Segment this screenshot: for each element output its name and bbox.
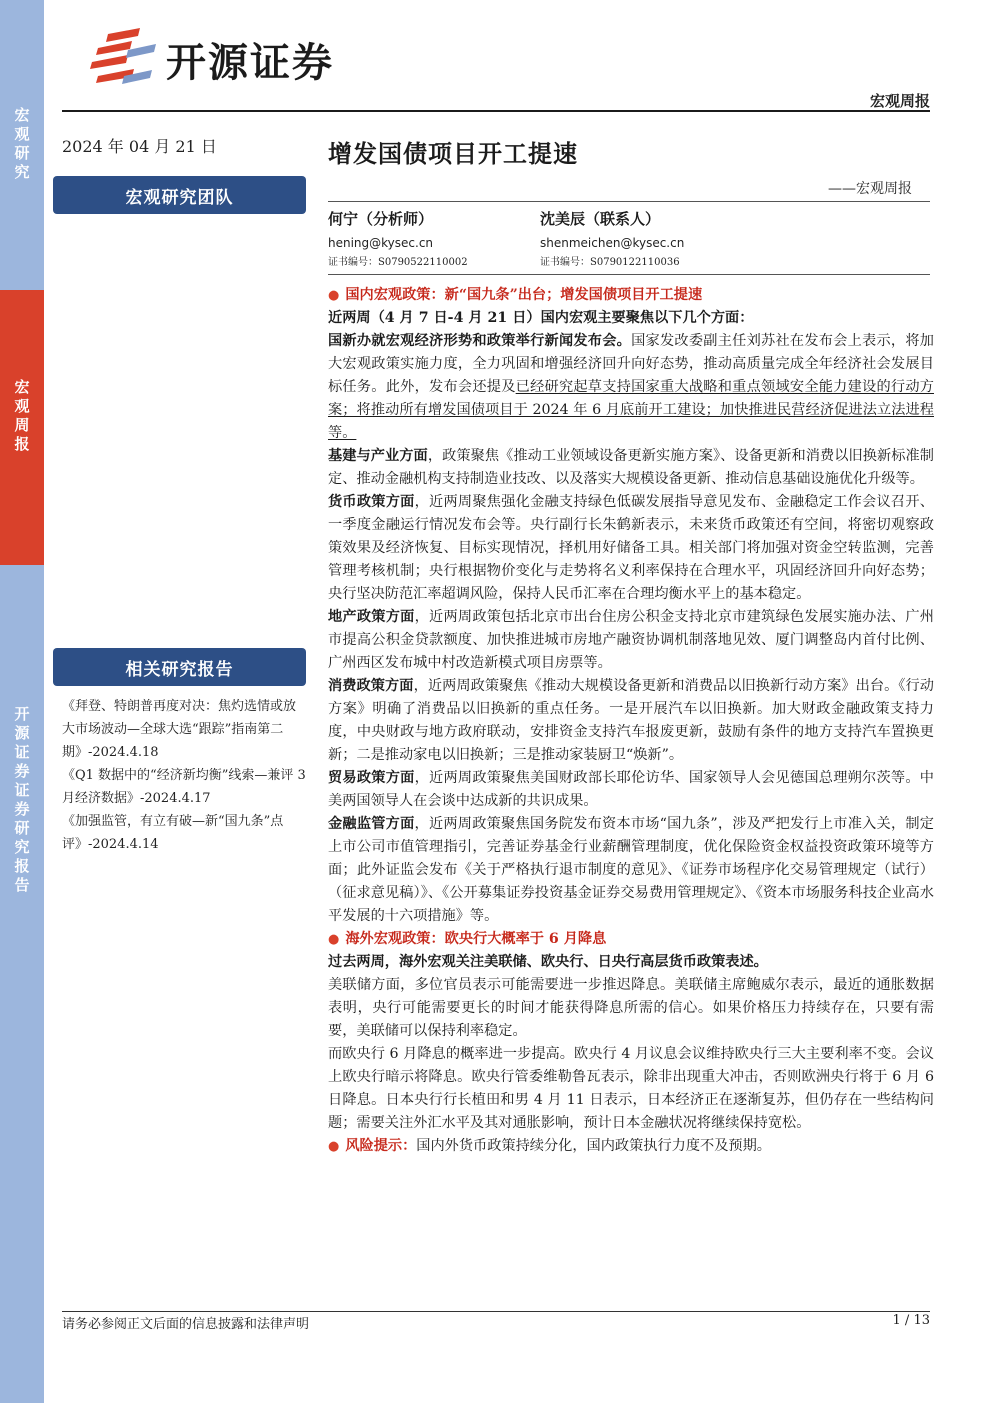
analyst-name: 沈美辰（联系人） [540,210,661,228]
paragraph: 金融监管方面，近两周政策聚焦国务院发布资本市场“国九条”，涉及严把发行上市准入关，制定上市公司市值管理指引，完善证券基金行业薪酬管理制度，优化保险资金权益投资政策环境等方面；此外证监会发布《关于严格执行退市制度的意见》、《证券市场程序化交易管理规定（试行）（征求意见稿）》、《公开募集证券投资基金证券交易费用管理规定》、《资本市场服务科技企业高水平发展的十六项措施》等。 [328,816,934,924]
paragraph: 货币政策方面，近两周聚焦强化金融支持绿色低碳发展指导意见发布、金融稳定工作会议召开、一季度金融运行情况发布会等。央行副行长朱鹤新表示，未来货币政策还有空间，将密切观察政策效果及经济恢复、目标实现情况，择机用好储备工具。相关部门将加强对资金空转监测，完善管理考核机制；央行根据物价变化与走势将名义利率保持在合理水平，巩固经济回升向好态势；央行坚决防范汇率超调风险，保持人民币汇率在合理均衡水平上的基本稳定。 [328,494,934,602]
footer-divider [62,1311,930,1312]
related-reports-list [62,695,308,856]
related-reports-title: 相关研究报告 [53,648,306,686]
report-subtitle: ——宏观周报 [828,181,912,197]
analyst-cert: 证书编号：S0790122110036 [540,257,680,268]
paragraph: 美联储方面，多位官员表示可能需要进一步推迟降息。美联储主席鲍威尔表示，最近的通胀数据表明，央行可能需要更长的时间才能获得降息所需的信心。如果价格压力持续存在，只要有需要，美联储可以保持利率稳定。 [328,977,934,1039]
section-heading-overseas: ● 海外宏观政策：欧央行大概率于 6 月降息 [328,928,934,951]
related-report-item[interactable]: 《Q1 数据中的“经济新均衡”线索—兼评 3 月经济数据》-2024.4.17 [62,768,306,806]
section-lead: 过去两周，海外宏观关注美联储、欧央行、日央行高层货币政策表述。 [328,954,768,970]
analyst-divider [328,274,930,275]
analyst-email[interactable]: shenmeichen@kysec.cn [540,236,685,250]
analyst-email[interactable]: hening@kysec.cn [328,236,434,250]
header-divider [62,110,930,112]
report-body [328,284,934,1158]
logo-mark-icon [88,28,158,90]
paragraph: 基建与产业方面，政策聚焦《推动工业领域设备更新实施方案》、设备更新和消费以旧换新标准制定、推动金融机构支持制造业技改、以及落实大规模设备更新、推动信息基础设施优化升级等。 [328,448,934,487]
paragraph: 地产政策方面，近两周政策包括北京市出台住房公积金支持北京市建筑绿色发展实施办法、广州市提高公积金贷款额度、加快推进城市房地产融资协调机制落地见效、厦门调整岛内首付比例、广州西区发布城中村改造新模式项目房票等。 [328,609,934,671]
side-strip [0,0,44,1403]
paragraph: 消费政策方面，近两周政策聚焦《推动大规模设备更新和消费品以旧换新行动方案》出台。《行动方案》明确了消费品以旧换新的重点任务。一是开展汽车以旧换新。加大财政金融政策支持力度，中央财政与地方政府联动，安排资金支持汽车报废更新，鼓励有条件的地方支持汽车置换更新；二是推动家电以旧换新；三是推动家装厨卫“焕新”。 [328,678,934,763]
side-label-macro-weekly: 宏观周报 [0,290,44,565]
report-title: 增发国债项目开工提速 [328,139,578,168]
bullet-icon: ● [328,1139,340,1154]
side-label-macro-research: 宏观研究 [0,0,44,290]
team-title: 宏观研究团队 [53,176,306,214]
section-heading-domestic: ● 国内宏观政策：新“国九条”出台；增发国债项目开工提速 [328,284,934,307]
page-number: 1 / 13 [892,1313,930,1328]
analyst-name: 何宁（分析师） [328,210,434,228]
related-report-item[interactable]: 《拜登、特朗普再度对决：焦灼选情或放大市场波动—全球大选“跟踪”指南第二期》-2024.4.18 [62,699,297,760]
risk-warning: ● 风险提示： 国内外货币政策持续分化，国内政策执行力度不及预期。 [328,1135,934,1158]
paragraph: 而欧央行 6 月降息的概率进一步提高。欧央行 4 月议息会议维持欧央行三大主要利率不变。会议上欧央行暗示将降息。欧央行管委维勒鲁瓦表示，除非出现重大冲击，否则欧洲央行将于 6 月 6 日降息。日本央行行长植田和男 4 月 11 日表示，日本经济正在逐渐复苏，但仍存在一些结构问题；需要关注外汇水平及其对通胀影响，预计日本金融状况将继续保持宽松。 [328,1046,934,1131]
analyst-card [328,207,538,272]
bullet-icon: ● [328,288,340,303]
analyst-card [540,207,750,272]
logo-text: 开源证券 [166,39,334,86]
paragraph: 国新办就宏观经济形势和政策举行新闻发布会。国家发改委副主任刘苏社在发布会上表示，将加大宏观政策实施力度，全力巩固和增强经济回升向好态势，推动高质量完成全年经济社会发展目标任务。此外，发布会还提及已经研究起草支持国家重大战略和重点领域安全能力建设的行动方案；将推动所有增发国债项目于 2024 年 6 月底前开工建设；加快推进民营经济促进法立法进程等。 [328,333,934,441]
title-divider [328,201,930,202]
paragraph: 贸易政策方面，近两周政策聚焦美国财政部长耶伦访华、国家领导人会见德国总理朔尔茨等。中美两国领导人在会谈中达成新的共识成果。 [328,770,934,809]
report-date: 2024 年 04 月 21 日 [62,137,217,156]
bullet-icon: ● [328,932,340,947]
section-lead: 近两周（4 月 7 日-4 月 21 日）国内宏观主要聚焦以下几个方面： [328,310,754,326]
analyst-cert: 证书编号：S0790522110002 [328,257,468,268]
footer-disclaimer: 请务必参阅正文后面的信息披露和法律声明 [62,1317,310,1332]
related-report-item[interactable]: 《加强监管，有立有破—新“国九条”点评》-2024.4.14 [62,814,284,852]
side-label-brand: 开源证券 证券研究报告 [0,565,44,1403]
company-logo [88,28,334,90]
report-type-tag: 宏观周报 [869,92,930,110]
